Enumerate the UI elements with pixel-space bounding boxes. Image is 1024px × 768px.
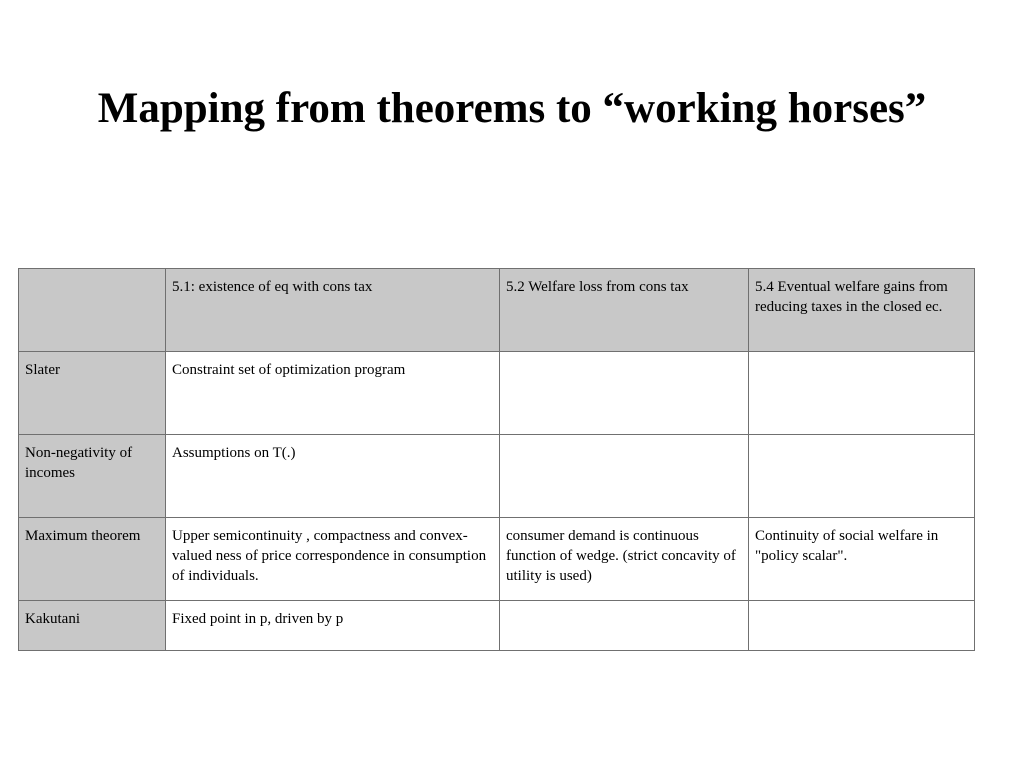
header-corner-cell bbox=[19, 269, 166, 352]
header-cell-theorem-5-2: 5.2 Welfare loss from cons tax bbox=[500, 269, 749, 352]
header-cell-theorem-5-1: 5.1: existence of eq with cons tax bbox=[166, 269, 500, 352]
table-cell: Constraint set of optimization program bbox=[166, 352, 500, 435]
row-label-maximum-theorem: Maximum theorem bbox=[19, 518, 166, 601]
theorem-mapping-table-container bbox=[18, 268, 975, 651]
table-cell: Continuity of social welfare in "policy scalar". bbox=[749, 518, 975, 601]
slide-title: Mapping from theorems to “working horses” bbox=[97, 85, 927, 132]
table-cell: Fixed point in p, driven by p bbox=[166, 601, 500, 651]
table-row bbox=[19, 352, 975, 435]
header-cell-theorem-5-4: 5.4 Eventual welfare gains from reducing taxes in the closed ec. bbox=[749, 269, 975, 352]
table-row bbox=[19, 601, 975, 651]
table-cell: consumer demand is continuous function of wedge. (strict concavity of utility is used) bbox=[500, 518, 749, 601]
table-row bbox=[19, 518, 975, 601]
row-label-non-negativity: Non-negativity of incomes bbox=[19, 435, 166, 518]
table-row bbox=[19, 435, 975, 518]
table-cell bbox=[500, 435, 749, 518]
table-header-row bbox=[19, 269, 975, 352]
row-label-slater: Slater bbox=[19, 352, 166, 435]
table-cell: Upper semicontinuity , compactness and convex-valued ness of price correspondence in consumption of individuals. bbox=[166, 518, 500, 601]
table-cell: Assumptions on T(.) bbox=[166, 435, 500, 518]
table-cell bbox=[500, 352, 749, 435]
table-cell bbox=[749, 601, 975, 651]
table-cell bbox=[749, 352, 975, 435]
row-label-kakutani: Kakutani bbox=[19, 601, 166, 651]
table-cell bbox=[749, 435, 975, 518]
table-cell bbox=[500, 601, 749, 651]
theorem-mapping-table bbox=[18, 268, 975, 651]
